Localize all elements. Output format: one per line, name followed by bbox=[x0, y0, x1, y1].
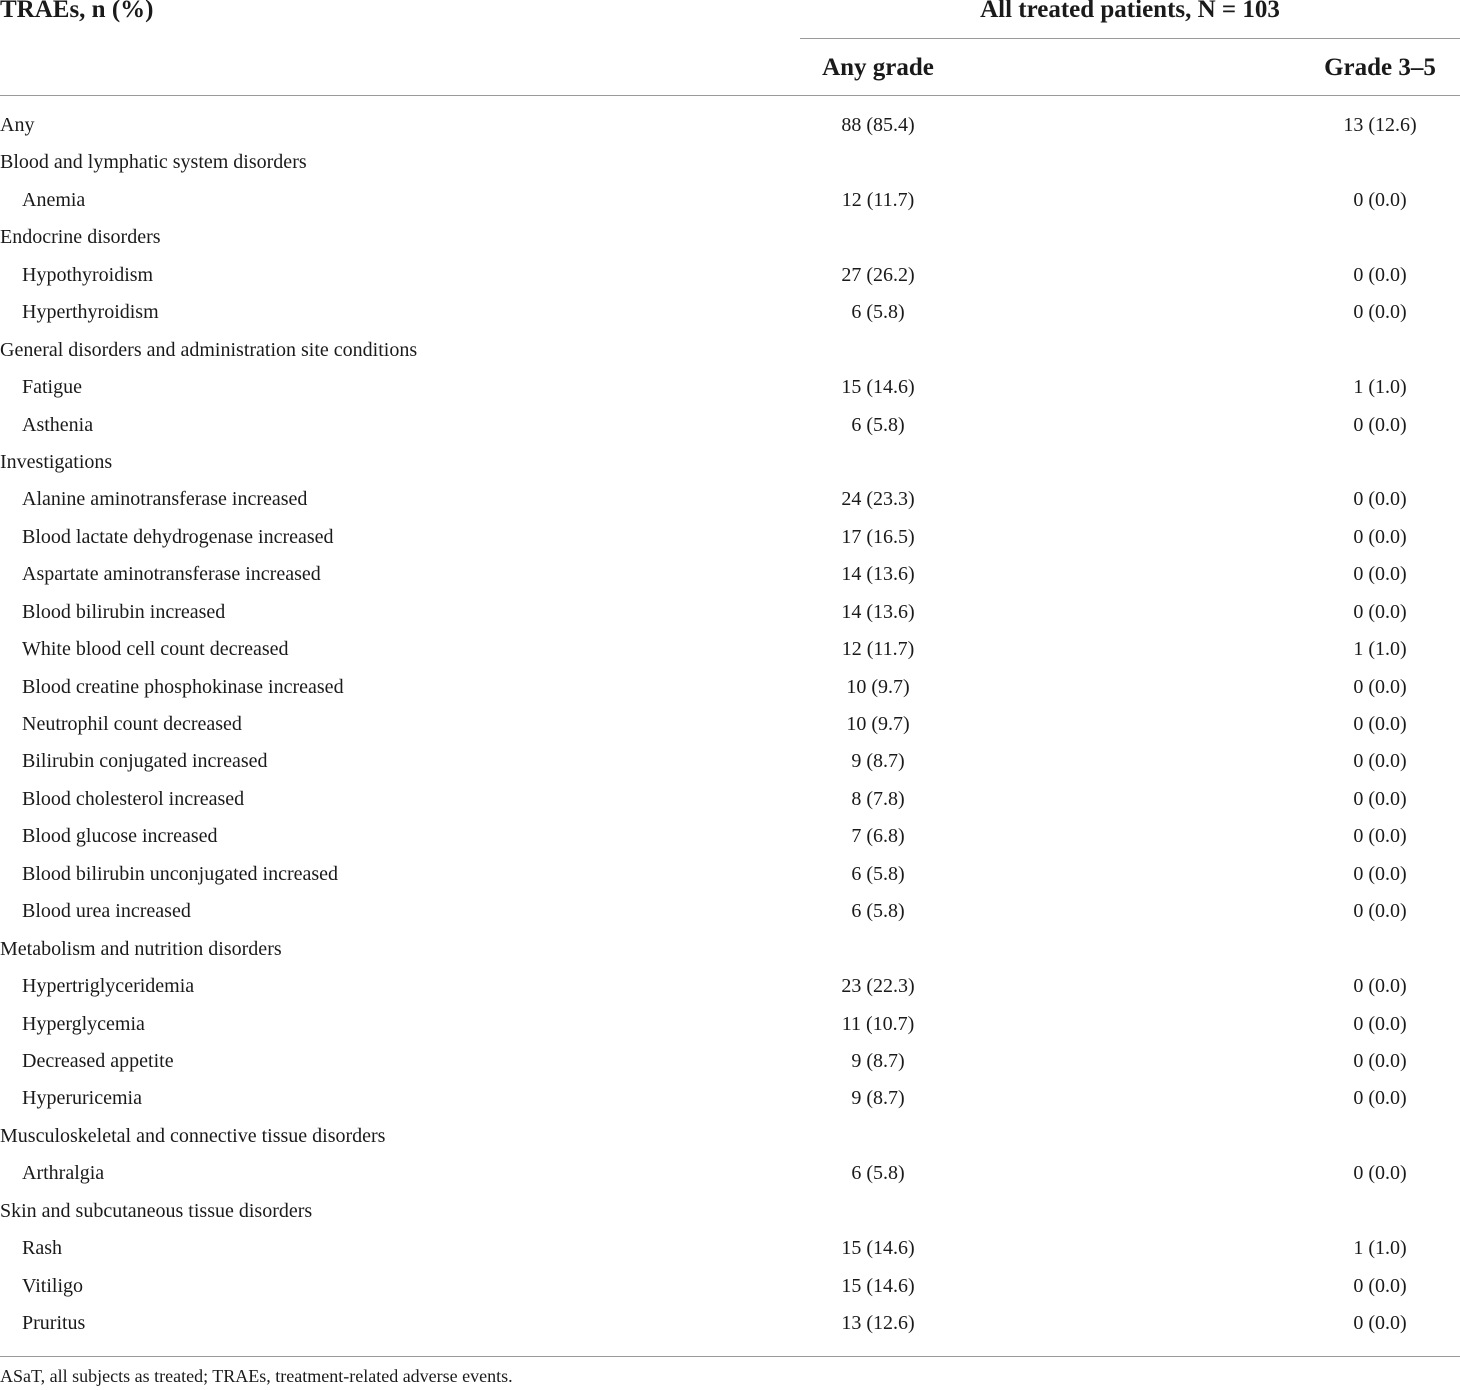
row-label: General disorders and administration site conditions bbox=[0, 338, 418, 361]
cell-grade-3-5: 1 (1.0) bbox=[1353, 1237, 1407, 1260]
row-label: White blood cell count decreased bbox=[22, 638, 289, 661]
row-label: Blood bilirubin unconjugated increased bbox=[22, 862, 339, 885]
row-label: Hyperthyroidism bbox=[22, 301, 159, 324]
cell-any-grade: 6 (5.8) bbox=[851, 1162, 905, 1185]
cell-grade-3-5: 0 (0.0) bbox=[1353, 1087, 1407, 1110]
row-label: Blood and lymphatic system disorders bbox=[0, 151, 307, 174]
row-label: Blood urea increased bbox=[22, 900, 191, 923]
table-row bbox=[0, 743, 1460, 780]
cell-any-grade: 6 (5.8) bbox=[851, 413, 905, 436]
cell-grade-3-5: 0 (0.0) bbox=[1353, 413, 1407, 436]
table-row-category bbox=[0, 1118, 1460, 1155]
row-label: Vitiligo bbox=[22, 1274, 84, 1297]
cell-grade-3-5: 1 (1.0) bbox=[1353, 376, 1407, 399]
column-group-header-all-treated: All treated patients, N = 103 bbox=[980, 0, 1280, 23]
row-label: Pruritus bbox=[22, 1312, 86, 1334]
row-label: Asthenia bbox=[22, 413, 94, 436]
cell-any-grade: 11 (10.7) bbox=[841, 1012, 915, 1035]
cell-any-grade: 24 (23.3) bbox=[841, 488, 915, 511]
cell-grade-3-5: 0 (0.0) bbox=[1353, 1049, 1407, 1072]
cell-grade-3-5: 13 (12.6) bbox=[1343, 114, 1417, 136]
table-row bbox=[0, 781, 1460, 818]
row-label: Hyperuricemia bbox=[22, 1087, 142, 1110]
cell-grade-3-5: 0 (0.0) bbox=[1353, 301, 1407, 324]
table-row-category bbox=[0, 444, 1460, 481]
table-row bbox=[0, 706, 1460, 743]
table-row bbox=[0, 182, 1460, 219]
table-row bbox=[0, 481, 1460, 518]
cell-any-grade: 23 (22.3) bbox=[841, 975, 915, 998]
table-row bbox=[0, 1006, 1460, 1043]
table-row bbox=[0, 369, 1460, 406]
row-label: Investigations bbox=[0, 450, 113, 473]
table-row-category bbox=[0, 219, 1460, 256]
cell-grade-3-5: 0 (0.0) bbox=[1353, 563, 1407, 586]
table-row bbox=[0, 257, 1460, 294]
cell-grade-3-5: 0 (0.0) bbox=[1353, 1274, 1407, 1297]
column-header-traes: TRAEs, n (%) bbox=[0, 0, 154, 23]
table-row-category bbox=[0, 1193, 1460, 1230]
cell-grade-3-5: 0 (0.0) bbox=[1353, 900, 1407, 923]
row-label: Hypothyroidism bbox=[22, 263, 154, 286]
table-row bbox=[0, 631, 1460, 668]
cell-grade-3-5: 0 (0.0) bbox=[1353, 1162, 1407, 1185]
cell-any-grade: 13 (12.6) bbox=[841, 1312, 915, 1334]
cell-grade-3-5: 0 (0.0) bbox=[1353, 1312, 1407, 1334]
cell-grade-3-5: 0 (0.0) bbox=[1353, 263, 1407, 286]
table-footnote: ASaT, all subjects as treated; TRAEs, treatment-related adverse events. bbox=[0, 1366, 513, 1386]
cell-any-grade: 15 (14.6) bbox=[841, 1274, 915, 1297]
cell-any-grade: 10 (9.7) bbox=[846, 675, 910, 698]
cell-grade-3-5: 0 (0.0) bbox=[1353, 787, 1407, 810]
cell-any-grade: 9 (8.7) bbox=[851, 750, 905, 773]
table-row-category bbox=[0, 107, 1460, 144]
row-label: Hyperglycemia bbox=[22, 1012, 145, 1035]
table-row bbox=[0, 1080, 1460, 1117]
cell-any-grade: 14 (13.6) bbox=[841, 563, 915, 586]
row-label: Any bbox=[0, 114, 35, 136]
cell-grade-3-5: 0 (0.0) bbox=[1353, 675, 1407, 698]
row-label: Metabolism and nutrition disorders bbox=[0, 937, 282, 960]
table-row-category bbox=[0, 144, 1460, 181]
row-label: Blood lactate dehydrogenase increased bbox=[22, 525, 334, 548]
cell-grade-3-5: 0 (0.0) bbox=[1353, 600, 1407, 623]
table-row bbox=[0, 856, 1460, 893]
cell-grade-3-5: 0 (0.0) bbox=[1353, 750, 1407, 773]
cell-any-grade: 6 (5.8) bbox=[851, 900, 905, 923]
row-label: Endocrine disorders bbox=[0, 226, 161, 249]
table-row bbox=[0, 594, 1460, 631]
cell-any-grade: 9 (8.7) bbox=[851, 1087, 905, 1110]
row-label: Blood creatine phosphokinase increased bbox=[22, 675, 344, 698]
row-label: Bilirubin conjugated increased bbox=[22, 750, 268, 773]
cell-any-grade: 12 (11.7) bbox=[841, 188, 915, 211]
table-row bbox=[0, 1043, 1460, 1080]
cell-any-grade: 27 (26.2) bbox=[841, 263, 915, 286]
cell-grade-3-5: 0 (0.0) bbox=[1353, 525, 1407, 548]
table-row bbox=[0, 968, 1460, 1005]
cell-any-grade: 7 (6.8) bbox=[851, 825, 905, 848]
row-label: Hypertriglyceridemia bbox=[22, 975, 195, 998]
row-label: Aspartate aminotransferase increased bbox=[22, 563, 321, 586]
cell-any-grade: 6 (5.8) bbox=[851, 301, 905, 324]
row-label: Blood glucose increased bbox=[22, 825, 218, 848]
cell-grade-3-5: 0 (0.0) bbox=[1353, 975, 1407, 998]
table-row-category bbox=[0, 931, 1460, 968]
table-row bbox=[0, 519, 1460, 556]
row-label: Skin and subcutaneous tissue disorders bbox=[0, 1199, 313, 1222]
table-row bbox=[0, 1268, 1460, 1305]
table-row bbox=[0, 556, 1460, 593]
table-row bbox=[0, 294, 1460, 331]
table-body bbox=[0, 107, 1460, 1342]
cell-any-grade: 10 (9.7) bbox=[846, 713, 910, 735]
cell-grade-3-5: 0 (0.0) bbox=[1353, 713, 1407, 735]
row-label: Fatigue bbox=[22, 376, 82, 399]
row-label: Musculoskeletal and connective tissue disorders bbox=[0, 1124, 386, 1147]
cell-any-grade: 14 (13.6) bbox=[841, 600, 915, 623]
table-row-category bbox=[0, 332, 1460, 369]
row-label: Blood cholesterol increased bbox=[22, 787, 245, 810]
row-label: Alanine aminotransferase increased bbox=[22, 488, 308, 511]
column-header-any-grade: Any grade bbox=[822, 54, 934, 81]
cell-grade-3-5: 0 (0.0) bbox=[1353, 862, 1407, 885]
cell-any-grade: 8 (7.8) bbox=[851, 787, 905, 810]
row-label: Arthralgia bbox=[22, 1162, 105, 1185]
table-row bbox=[0, 893, 1460, 930]
row-label: Decreased appetite bbox=[22, 1049, 174, 1072]
cell-any-grade: 12 (11.7) bbox=[841, 638, 915, 661]
table-row bbox=[0, 407, 1460, 444]
cell-grade-3-5: 0 (0.0) bbox=[1353, 825, 1407, 848]
cell-any-grade: 88 (85.4) bbox=[841, 114, 915, 136]
cell-grade-3-5: 0 (0.0) bbox=[1353, 488, 1407, 511]
table-row bbox=[0, 818, 1460, 855]
table-row bbox=[0, 669, 1460, 706]
column-header-grade-3-5: Grade 3–5 bbox=[1324, 54, 1436, 81]
table-row bbox=[0, 1305, 1460, 1342]
cell-any-grade: 17 (16.5) bbox=[841, 525, 915, 548]
cell-any-grade: 15 (14.6) bbox=[841, 376, 915, 399]
table-row bbox=[0, 1230, 1460, 1267]
row-label: Blood bilirubin increased bbox=[22, 600, 226, 623]
cell-any-grade: 6 (5.8) bbox=[851, 862, 905, 885]
table-row bbox=[0, 1155, 1460, 1192]
cell-grade-3-5: 0 (0.0) bbox=[1353, 188, 1407, 211]
group-underline bbox=[800, 38, 1460, 39]
cell-any-grade: 15 (14.6) bbox=[841, 1237, 915, 1260]
table-bottom-rule bbox=[0, 1356, 1460, 1357]
cell-grade-3-5: 1 (1.0) bbox=[1353, 638, 1407, 661]
row-label: Rash bbox=[22, 1237, 62, 1260]
header-rule bbox=[0, 95, 1460, 96]
cell-grade-3-5: 0 (0.0) bbox=[1353, 1012, 1407, 1035]
cell-any-grade: 9 (8.7) bbox=[851, 1049, 905, 1072]
row-label: Neutrophil count decreased bbox=[22, 713, 242, 735]
row-label: Anemia bbox=[22, 188, 86, 211]
